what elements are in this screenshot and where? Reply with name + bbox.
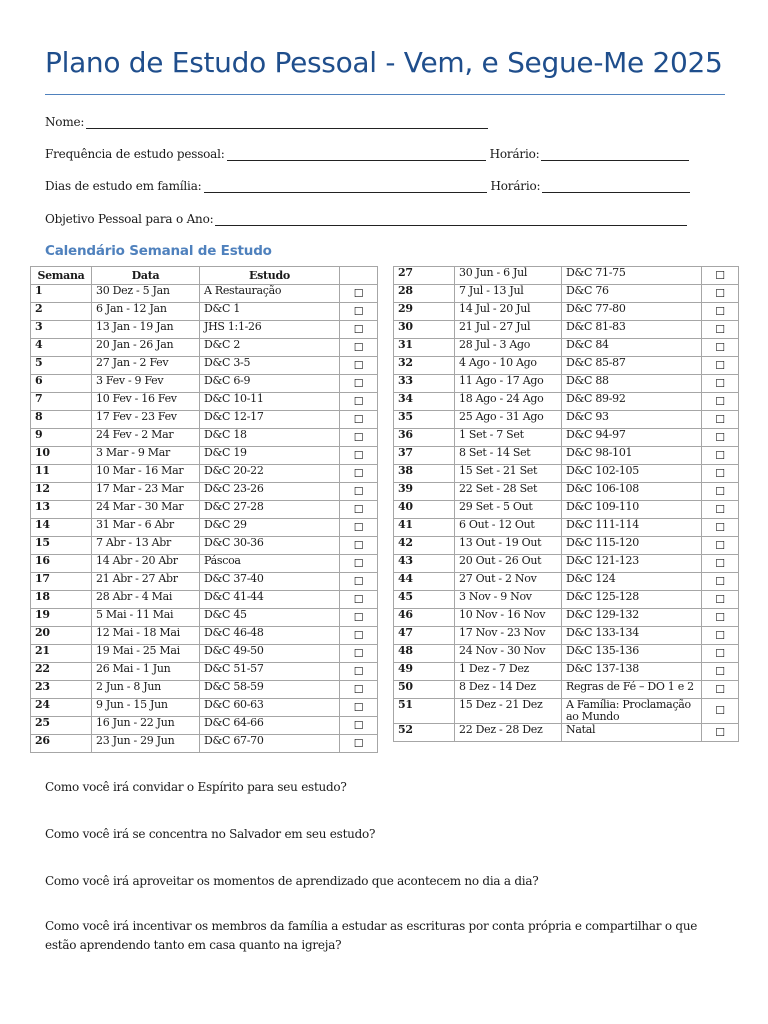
week-number: 30 [394,321,455,339]
week-checkbox[interactable]: ☐ [340,501,378,519]
table-row [394,357,739,375]
week-date: 21 Abr - 27 Abr [92,573,200,591]
week-number: 23 [31,681,92,699]
week-date: 17 Nov - 23 Nov [455,627,562,645]
week-checkbox[interactable]: ☐ [340,321,378,339]
week-study: D&C 109-110 [562,501,702,519]
week-checkbox[interactable]: ☐ [702,321,739,339]
week-number: 10 [31,447,92,465]
week-number: 32 [394,357,455,375]
table-row [31,627,378,645]
week-checkbox[interactable]: ☐ [340,483,378,501]
week-date: 7 Abr - 13 Abr [92,537,200,555]
week-date: 2 Jun - 8 Jun [92,681,200,699]
table-row [394,285,739,303]
week-number: 24 [31,699,92,717]
table-row [31,357,378,375]
week-number: 48 [394,645,455,663]
week-date: 24 Fev - 2 Mar [92,429,200,447]
week-checkbox[interactable]: ☐ [340,357,378,375]
week-date: 22 Set - 28 Set [455,483,562,501]
week-number: 37 [394,447,455,465]
week-checkbox[interactable]: ☐ [702,501,739,519]
table-row [394,609,739,627]
week-study: D&C 41-44 [200,591,340,609]
table-row [31,483,378,501]
table-row [394,519,739,537]
week-checkbox[interactable]: ☐ [340,375,378,393]
week-number: 52 [394,724,455,742]
week-date: 5 Mai - 11 Mai [92,609,200,627]
family-days-blank[interactable] [204,180,487,193]
check-header [340,267,378,285]
week-number: 20 [31,627,92,645]
week-study: D&C 27-28 [200,501,340,519]
week-study: D&C 18 [200,429,340,447]
week-study: D&C 85-87 [562,357,702,375]
week-date: 6 Jan - 12 Jan [92,303,200,321]
question-savior: Como você irá se concentra no Salvador em seu estudo? [45,827,376,841]
week-date: 28 Abr - 4 Mai [92,591,200,609]
family-time-label: Horário: [490,179,541,193]
week-study: D&C 23-26 [200,483,340,501]
week-number: 19 [31,609,92,627]
weekly-calendar-table-left [30,266,378,753]
table-row [394,483,739,501]
week-date: 27 Out - 2 Nov [455,573,562,591]
week-study: D&C 94-97 [562,429,702,447]
table-row [31,573,378,591]
week-study: D&C 111-114 [562,519,702,537]
week-date: 26 Mai - 1 Jun [92,663,200,681]
name-label: Nome: [45,115,85,129]
week-number: 7 [31,393,92,411]
week-checkbox[interactable]: ☐ [702,303,739,321]
table-row [31,537,378,555]
week-study: Páscoa [200,555,340,573]
table-row [394,375,739,393]
week-number: 45 [394,591,455,609]
week-number: 28 [394,285,455,303]
table-row [31,411,378,429]
week-study: D&C 12-17 [200,411,340,429]
frequency-time-label: Horário: [489,147,540,161]
week-study: D&C 135-136 [562,645,702,663]
table-row [394,501,739,519]
week-checkbox[interactable]: ☐ [340,717,378,735]
week-checkbox[interactable]: ☐ [340,609,378,627]
table-row [31,591,378,609]
table-row [394,339,739,357]
week-study: D&C 71-75 [562,267,702,285]
week-date: 9 Jun - 15 Jun [92,699,200,717]
week-study: D&C 19 [200,447,340,465]
family-days-label: Dias de estudo em família: [45,179,202,193]
calendar-heading: Calendário Semanal de Estudo [45,243,272,259]
week-date: 3 Nov - 9 Nov [455,591,562,609]
week-date: 17 Fev - 23 Fev [92,411,200,429]
week-checkbox[interactable]: ☐ [340,447,378,465]
week-checkbox[interactable]: ☐ [340,303,378,321]
week-number: 6 [31,375,92,393]
table-row [31,681,378,699]
week-number: 9 [31,429,92,447]
table-row [394,303,739,321]
week-date: 20 Out - 26 Out [455,555,562,573]
week-study: D&C 84 [562,339,702,357]
title-divider [45,94,725,95]
week-date: 1 Dez - 7 Dez [455,663,562,681]
week-date: 13 Out - 19 Out [455,537,562,555]
week-date: 18 Ago - 24 Ago [455,393,562,411]
week-number: 5 [31,357,92,375]
week-date: 27 Jan - 2 Fev [92,357,200,375]
week-checkbox[interactable]: ☐ [340,393,378,411]
week-study: D&C 129-132 [562,609,702,627]
week-study: D&C 37-40 [200,573,340,591]
table-row [31,393,378,411]
week-study: D&C 102-105 [562,465,702,483]
week-study: A Família: Proclamação ao Mundo [562,699,702,724]
week-checkbox[interactable]: ☐ [702,699,739,724]
goal-blank[interactable] [215,213,687,226]
week-number: 42 [394,537,455,555]
table-row [394,411,739,429]
table-row [394,591,739,609]
week-checkbox[interactable]: ☐ [340,663,378,681]
week-study: JHS 1:1-26 [200,321,340,339]
table-row [394,393,739,411]
week-date: 24 Nov - 30 Nov [455,645,562,663]
table-row [394,663,739,681]
week-study: D&C 29 [200,519,340,537]
family-time-blank[interactable] [542,180,690,193]
week-study: D&C 20-22 [200,465,340,483]
week-study: D&C 93 [562,411,702,429]
table-row [31,303,378,321]
table-row [31,375,378,393]
week-number: 50 [394,681,455,699]
week-checkbox[interactable]: ☐ [702,285,739,303]
question-daily-learning: Como você irá aproveitar os momentos de aprendizado que acontecem no dia a dia? [45,874,539,888]
week-study: D&C 115-120 [562,537,702,555]
week-checkbox[interactable]: ☐ [702,519,739,537]
table-row [31,699,378,717]
week-checkbox[interactable]: ☐ [340,681,378,699]
week-study: D&C 124 [562,573,702,591]
week-checkbox[interactable]: ☐ [702,663,739,681]
week-number: 31 [394,339,455,357]
week-number: 44 [394,573,455,591]
page-title: Plano de Estudo Pessoal - Vem, e Segue-Me 2025 [45,46,723,79]
table-row [394,537,739,555]
week-checkbox[interactable]: ☐ [340,573,378,591]
table-row [394,321,739,339]
week-checkbox[interactable]: ☐ [702,429,739,447]
question-spirit: Como você irá convidar o Espírito para seu estudo? [45,780,347,794]
week-checkbox[interactable]: ☐ [340,645,378,663]
table-row [394,555,739,573]
week-checkbox[interactable]: ☐ [340,465,378,483]
week-study: D&C 10-11 [200,393,340,411]
week-number: 51 [394,699,455,724]
week-study: D&C 76 [562,285,702,303]
table-row [31,717,378,735]
frequency-time-blank[interactable] [541,148,689,161]
week-checkbox[interactable]: ☐ [702,267,739,285]
week-study: D&C 125-128 [562,591,702,609]
table-row [394,645,739,663]
week-number: 36 [394,429,455,447]
table-row [31,429,378,447]
week-checkbox[interactable]: ☐ [702,724,739,742]
table-row [394,573,739,591]
frequency-label: Frequência de estudo pessoal: [45,147,225,161]
week-date: 20 Jan - 26 Jan [92,339,200,357]
week-number: 40 [394,501,455,519]
week-number: 33 [394,375,455,393]
table-row [31,285,378,303]
week-checkbox[interactable]: ☐ [340,429,378,447]
week-checkbox[interactable]: ☐ [340,627,378,645]
week-checkbox[interactable]: ☐ [340,555,378,573]
week-number: 18 [31,591,92,609]
week-checkbox[interactable]: ☐ [702,339,739,357]
week-number: 11 [31,465,92,483]
week-date: 30 Dez - 5 Jan [92,285,200,303]
week-date: 8 Dez - 14 Dez [455,681,562,699]
table-row [31,501,378,519]
week-number: 35 [394,411,455,429]
week-number: 47 [394,627,455,645]
week-date: 8 Set - 14 Set [455,447,562,465]
week-study: D&C 49-50 [200,645,340,663]
week-date: 14 Jul - 20 Jul [455,303,562,321]
frequency-field [45,147,689,161]
week-checkbox[interactable]: ☐ [340,411,378,429]
week-number: 13 [31,501,92,519]
week-number: 49 [394,663,455,681]
table-row [31,321,378,339]
table-row [394,724,739,742]
week-number: 16 [31,555,92,573]
week-study: D&C 106-108 [562,483,702,501]
weekly-calendar-table-right [393,266,739,742]
week-number: 8 [31,411,92,429]
week-checkbox[interactable]: ☐ [702,375,739,393]
week-checkbox[interactable]: ☐ [702,465,739,483]
week-checkbox[interactable]: ☐ [340,285,378,303]
table-row [31,465,378,483]
week-study: D&C 64-66 [200,717,340,735]
week-study: D&C 2 [200,339,340,357]
week-date: 10 Fev - 16 Fev [92,393,200,411]
week-header: Semana [31,267,92,285]
week-study: D&C 45 [200,609,340,627]
week-date: 10 Nov - 16 Nov [455,609,562,627]
week-date: 6 Out - 12 Out [455,519,562,537]
week-study: D&C 51-57 [200,663,340,681]
week-checkbox[interactable]: ☐ [702,447,739,465]
table-row [394,465,739,483]
table-row [394,267,739,285]
week-date: 21 Jul - 27 Jul [455,321,562,339]
week-study: D&C 3-5 [200,357,340,375]
week-date: 24 Mar - 30 Mar [92,501,200,519]
week-study: D&C 89-92 [562,393,702,411]
week-study: D&C 46-48 [200,627,340,645]
week-date: 25 Ago - 31 Ago [455,411,562,429]
week-date: 12 Mai - 18 Mai [92,627,200,645]
table-row [31,735,378,753]
week-checkbox[interactable]: ☐ [340,339,378,357]
week-number: 46 [394,609,455,627]
week-checkbox[interactable]: ☐ [702,483,739,501]
week-checkbox[interactable]: ☐ [340,591,378,609]
week-number: 14 [31,519,92,537]
week-study: D&C 30-36 [200,537,340,555]
date-header: Data [92,267,200,285]
week-date: 15 Dez - 21 Dez [455,699,562,724]
week-study: D&C 121-123 [562,555,702,573]
week-date: 15 Set - 21 Set [455,465,562,483]
week-study: Regras de Fé – DO 1 e 2 [562,681,702,699]
table-row [394,699,739,724]
table-row [31,609,378,627]
family-days-field [45,179,690,193]
week-checkbox[interactable]: ☐ [340,699,378,717]
week-number: 26 [31,735,92,753]
table-row [394,429,739,447]
week-checkbox[interactable]: ☐ [340,735,378,753]
week-study: D&C 98-101 [562,447,702,465]
week-date: 29 Set - 5 Out [455,501,562,519]
week-study: D&C 67-70 [200,735,340,753]
week-number: 41 [394,519,455,537]
week-date: 10 Mar - 16 Mar [92,465,200,483]
week-study: D&C 6-9 [200,375,340,393]
week-study: D&C 77-80 [562,303,702,321]
week-date: 17 Mar - 23 Mar [92,483,200,501]
week-checkbox[interactable]: ☐ [702,591,739,609]
week-study: A Restauração [200,285,340,303]
week-study: D&C 137-138 [562,663,702,681]
week-date: 31 Mar - 6 Abr [92,519,200,537]
week-checkbox[interactable]: ☐ [702,573,739,591]
week-checkbox[interactable]: ☐ [702,411,739,429]
week-number: 15 [31,537,92,555]
week-number: 43 [394,555,455,573]
week-date: 7 Jul - 13 Jul [455,285,562,303]
week-date: 4 Ago - 10 Ago [455,357,562,375]
week-date: 16 Jun - 22 Jun [92,717,200,735]
week-number: 25 [31,717,92,735]
week-number: 38 [394,465,455,483]
week-checkbox[interactable]: ☐ [702,357,739,375]
week-date: 30 Jun - 6 Jul [455,267,562,285]
week-number: 17 [31,573,92,591]
week-date: 3 Mar - 9 Mar [92,447,200,465]
week-study: D&C 81-83 [562,321,702,339]
week-checkbox[interactable]: ☐ [340,519,378,537]
week-number: 2 [31,303,92,321]
week-date: 14 Abr - 20 Abr [92,555,200,573]
week-date: 13 Jan - 19 Jan [92,321,200,339]
week-number: 34 [394,393,455,411]
week-number: 4 [31,339,92,357]
week-checkbox[interactable]: ☐ [340,537,378,555]
week-checkbox[interactable]: ☐ [702,555,739,573]
week-number: 27 [394,267,455,285]
name-field [45,115,488,129]
week-number: 1 [31,285,92,303]
week-number: 21 [31,645,92,663]
week-date: 28 Jul - 3 Ago [455,339,562,357]
table-row [394,627,739,645]
week-number: 3 [31,321,92,339]
name-blank[interactable] [86,116,488,129]
week-date: 3 Fev - 9 Fev [92,375,200,393]
week-study: D&C 88 [562,375,702,393]
week-date: 19 Mai - 25 Mai [92,645,200,663]
week-study: D&C 1 [200,303,340,321]
week-checkbox[interactable]: ☐ [702,645,739,663]
week-checkbox[interactable]: ☐ [702,609,739,627]
week-checkbox[interactable]: ☐ [702,681,739,699]
week-number: 29 [394,303,455,321]
week-study: D&C 133-134 [562,627,702,645]
table-row [31,645,378,663]
week-study: D&C 60-63 [200,699,340,717]
table-header-row [31,267,378,285]
week-checkbox[interactable]: ☐ [702,537,739,555]
week-checkbox[interactable]: ☐ [702,627,739,645]
table-row [394,447,739,465]
goal-label: Objetivo Pessoal para o Ano: [45,212,214,226]
table-row [31,339,378,357]
week-date: 1 Set - 7 Set [455,429,562,447]
week-date: 11 Ago - 17 Ago [455,375,562,393]
frequency-blank[interactable] [227,148,486,161]
week-number: 22 [31,663,92,681]
week-date: 22 Dez - 28 Dez [455,724,562,742]
study-header: Estudo [200,267,340,285]
question-family-sharing: Como você irá incentivar os membros da família a estudar as escrituras por conta própria e compartilhar o que estão aprendendo tanto em casa quanto na igreja? [45,919,698,952]
table-row [31,555,378,573]
week-study: Natal [562,724,702,742]
table-row [31,447,378,465]
table-row [394,681,739,699]
table-row [31,663,378,681]
week-number: 39 [394,483,455,501]
week-study: D&C 58-59 [200,681,340,699]
table-row [31,519,378,537]
goal-field [45,212,687,226]
week-checkbox[interactable]: ☐ [702,393,739,411]
week-number: 12 [31,483,92,501]
week-date: 23 Jun - 29 Jun [92,735,200,753]
